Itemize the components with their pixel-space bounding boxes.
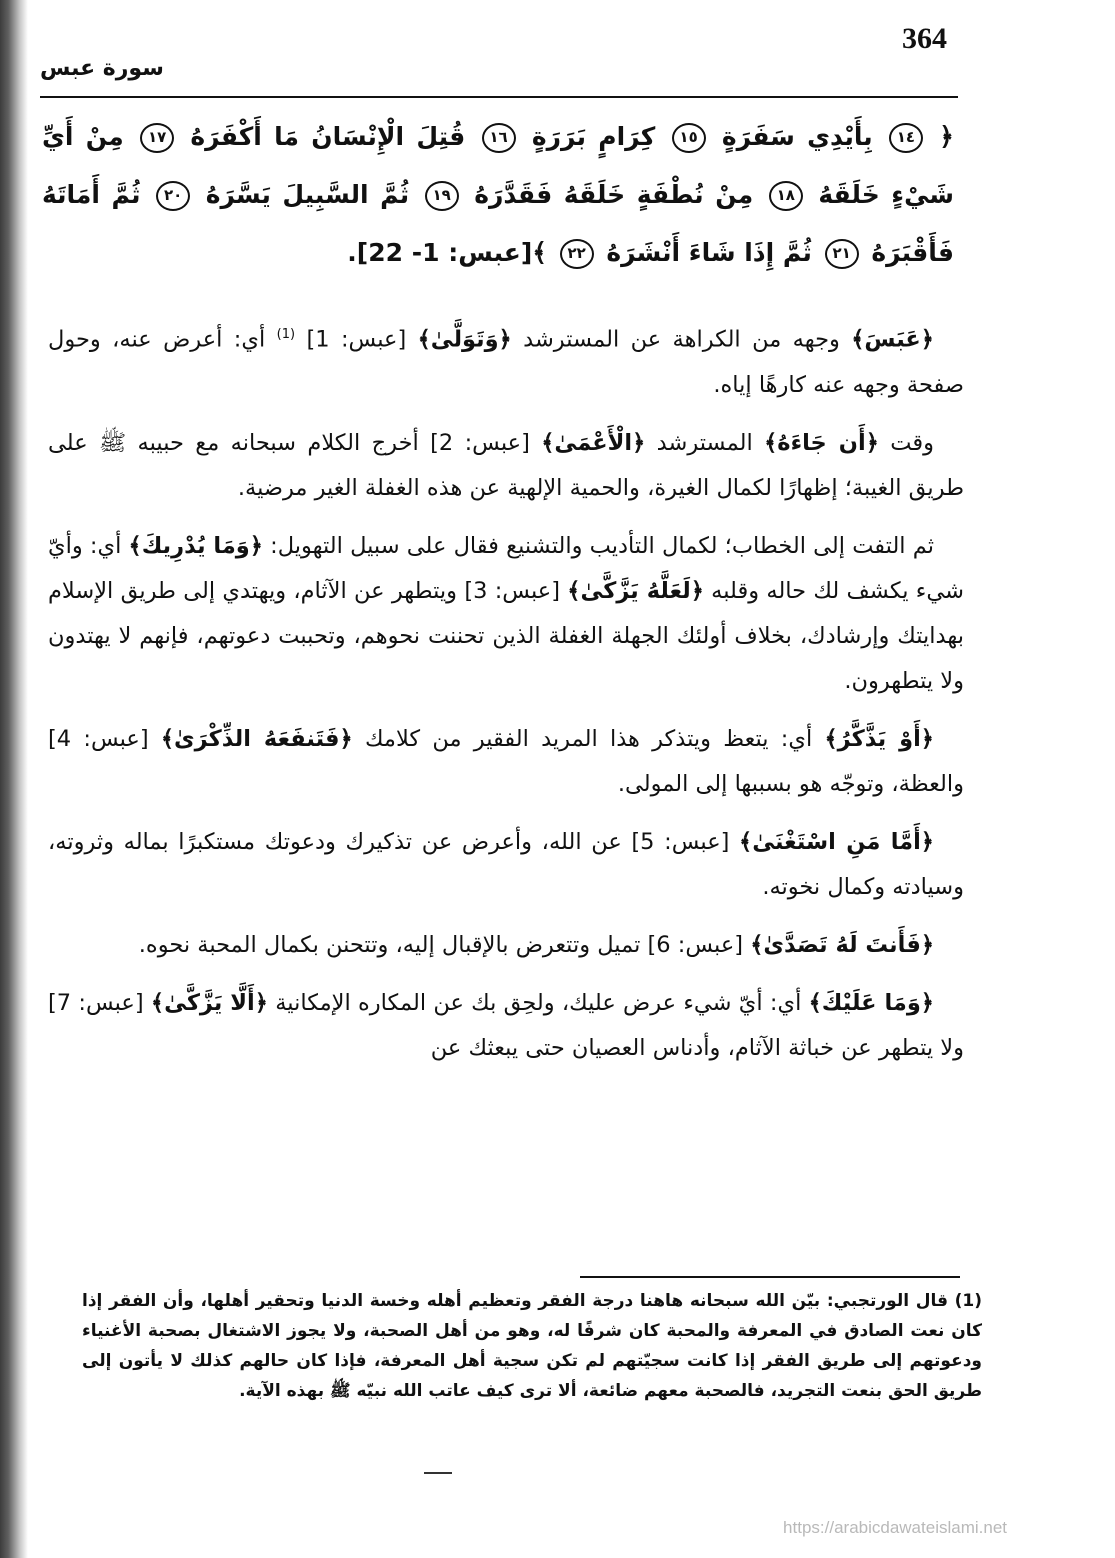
commentary-text: وجهه من الكراهة عن المسترشد: [511, 326, 852, 353]
commentary-paragraph: [48, 524, 964, 704]
footnote-end-mark: [424, 1472, 452, 1474]
footnote-divider: [580, 1276, 960, 1278]
footnote-reference: (1): [276, 327, 296, 342]
surah-title: سورة عبس: [40, 56, 164, 81]
commentary-text: أي: أعرض عنه، وحول صفحة وجهه عنه كارهًا إياه.: [48, 326, 964, 398]
footnotes-block: [82, 1286, 982, 1406]
verses-opening-bracket: ﴿: [939, 122, 954, 151]
commentary-text: [عبس: 1]: [295, 326, 418, 353]
page-number: 364: [902, 22, 947, 55]
quran-quote: ﴿أَلَّا يَزَّكَّىٰ﴾: [150, 989, 268, 1016]
quran-quote: ﴿وَمَا عَلَيْكَ﴾: [808, 989, 934, 1016]
verse-text: مِنْ أَيِّ شَيْءٍ خَلَقَهُ: [42, 122, 954, 209]
verse-text: ثُمَّ أَمَاتَهُ فَأَقْبَرَهُ: [42, 180, 954, 267]
commentary-text: [عبس: 4] والعظة، وتوجّه هو بسببها إلى المولى.: [48, 725, 964, 797]
verse-number-marker: ١٦: [482, 123, 516, 153]
quran-quote: ﴿فَتَنفَعَهُ الذِّكْرَىٰ﴾: [160, 725, 353, 752]
verse-text: مِنْ نُطْفَةٍ خَلَقَهُ فَقَدَّرَهُ: [474, 180, 754, 209]
verses-reference: ﴾[عبس: 1- 22].: [347, 238, 547, 267]
commentary-text: [عبس: 7] ولا يتطهر عن خباثة الآثام، وأدناس العصيان حتى يبعثك عن: [48, 989, 964, 1061]
verse-number-marker: ١٥: [672, 123, 706, 153]
verse-text: قُتِلَ الْإِنْسَانُ مَا أَكْفَرَهُ: [190, 122, 466, 151]
quran-quote: ﴿فَأَنتَ لَهُ تَصَدَّىٰ﴾: [750, 931, 934, 958]
commentary-text: [عبس: 5] عن الله، وأعرض عن تذكيرك ودعوتك مستكبرًا بماله وثروته، وسيادته وكمال نخوته.: [48, 828, 964, 900]
quran-quote: ﴿أَمَّا مَنِ اسْتَغْنَىٰ﴾: [739, 828, 934, 855]
commentary-text: أي: وأيّ شيء يكشف لك حاله وقلبه: [48, 532, 964, 604]
footnote-text: (1) قال الورتجبي: بيّن الله سبحانه هاهنا درجة الفقر وتعظيم أهله وخسة الدنيا وتحقير أهلها، وأن الفقر إذا كان نعت الصادق في المعرفة والمحبة كان شرفًا له، وهو من أهل الصحبة، ولا يجوز الاشتغال بصحبة الأغنياء ودعوتهم إلى طريق الفقر إذا كانت سجيّتهم لم تكن سجية أهل المعرفة، فإذا كان حالهم كذلك لا يأتون إلى طريق الحق بنعت التجريد، فالصحبة معهم ضائعة، ألا ترى كيف عاتب الله نبيّه ﷺ بهذه الآية.: [82, 1291, 982, 1401]
verse-number-marker: ١٤: [889, 123, 923, 153]
commentary-paragraph: [48, 923, 964, 968]
verse-text: بِأَيْدِي سَفَرَةٍ: [721, 122, 873, 151]
verse-number-marker: ٢٠: [156, 181, 190, 211]
commentary-paragraph: [48, 717, 964, 807]
quran-quote: ﴿الْأَعْمَىٰ﴾: [541, 429, 646, 456]
quran-quote: ﴿وَتَوَلَّىٰ﴾: [417, 326, 512, 353]
verse-number-marker: ١٩: [425, 181, 459, 211]
commentary-text: المسترشد: [645, 429, 765, 456]
quran-quote: ﴿أَن جَاءَهُ﴾: [764, 429, 879, 456]
commentary-body: [48, 312, 964, 1084]
verse-number-marker: ٢٢: [560, 239, 594, 269]
quran-quote: ﴿لَعَلَّهُ يَزَّكَّىٰ﴾: [567, 577, 704, 604]
commentary-paragraph: [48, 312, 964, 408]
quran-verses-block: [42, 108, 954, 282]
commentary-text: [عبس: 2] أخرج الكلام سبحانه مع حبيبه ﷺ على طريق الغيبة؛ إظهارًا لكمال الغيرة، والحمية الإلهية عن هذه الغفلة الغير مرضية.: [48, 429, 964, 501]
commentary-text: وقت: [878, 429, 935, 456]
verse-number-marker: ١٧: [140, 123, 174, 153]
verse-text: كِرَامٍ بَرَرَةٍ: [531, 122, 656, 151]
verse-text: ثُمَّ السَّبِيلَ يَسَّرَهُ: [205, 180, 410, 209]
header-divider: [40, 96, 958, 98]
quran-quote: ﴿عَبَسَ﴾: [851, 326, 934, 353]
verse-number-marker: ١٨: [769, 181, 803, 211]
quran-quote: ﴿وَمَا يُدْرِيكَ﴾: [128, 532, 263, 559]
commentary-text: [عبس: 6] تميل وتتعرض بالإقبال إليه، وتتحنن بكمال المحبة نحوه.: [138, 931, 751, 958]
commentary-text: [عبس: 3] ويتطهر عن الآثام، ويهتدي إلى طريق الإسلام بهدايتك وإرشادك، بخلاف أولئك الجهلة الغفلة الذين تحننت نحوهم، وتحببت دعوتهم، فإنهم لا يهتدون ولا يتطهرون.: [48, 577, 964, 694]
verse-number-marker: ٢١: [825, 239, 859, 269]
commentary-paragraph: [48, 981, 964, 1071]
scan-shadow-edge: [0, 0, 28, 1558]
watermark-url: https://arabicdawateislami.net: [783, 1518, 1007, 1537]
commentary-text: أي: أيّ شيء عرض عليك، ولحِق بك عن المكاره الإمكانية: [267, 989, 809, 1016]
commentary-paragraph: [48, 820, 964, 910]
commentary-paragraph: [48, 421, 964, 511]
quran-quote: ﴿أَوْ يَذَّكَّرُ﴾: [824, 725, 934, 752]
commentary-text: أي: يتعظ ويتذكر هذا المريد الفقير من كلامك: [352, 725, 825, 752]
commentary-text: ثم التفت إلى الخطاب؛ لكمال التأديب والتشنيع فقال على سبيل التهويل:: [262, 532, 934, 559]
verse-text: ثُمَّ إِذَا شَاءَ أَنْشَرَهُ: [606, 238, 812, 267]
